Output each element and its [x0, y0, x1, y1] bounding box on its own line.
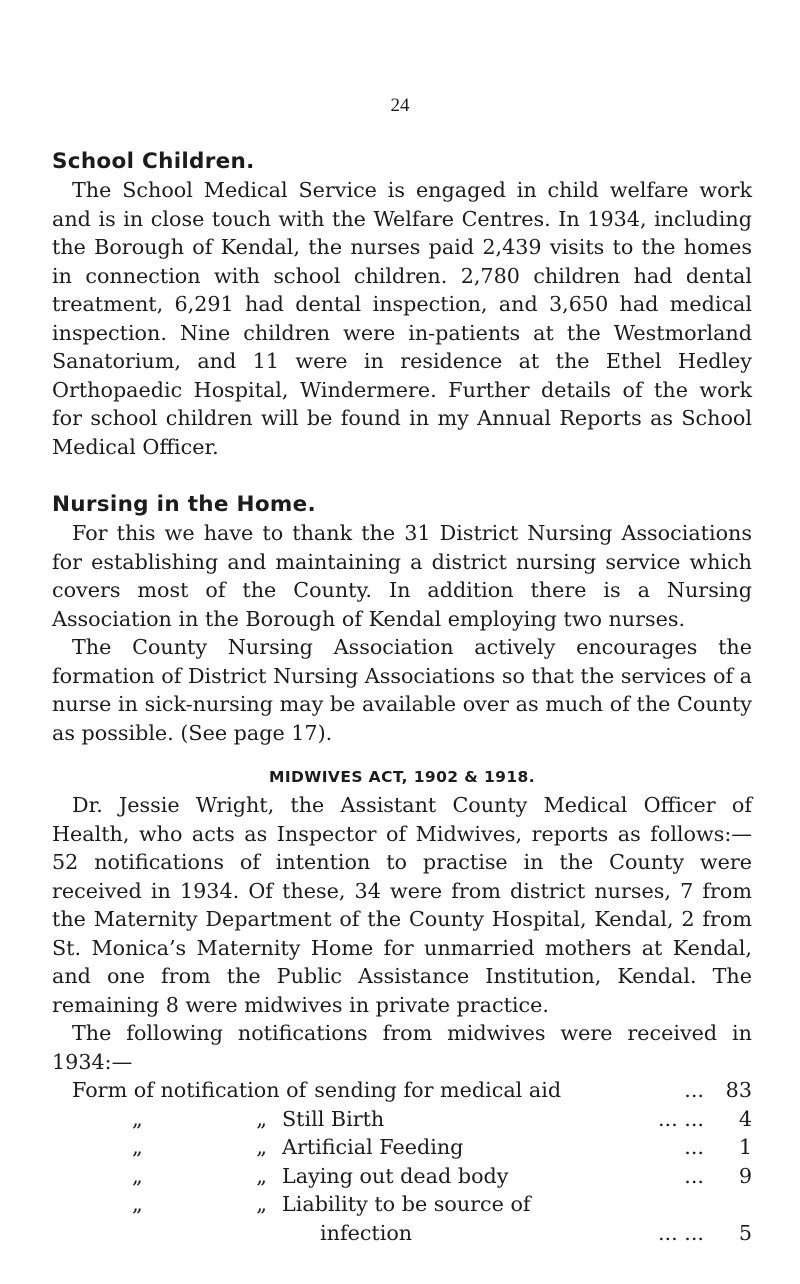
notification-count: 9	[738, 1163, 752, 1188]
notification-label: Artificial Feeding	[282, 1135, 464, 1159]
list-item	[52, 1162, 752, 1191]
section-school-children	[52, 140, 752, 461]
ditto-mark: „	[132, 1106, 144, 1131]
section-heading: Nursing in the Home.	[52, 492, 316, 517]
notification-count: 5	[738, 1220, 752, 1245]
notification-prefix: Form of notification of	[72, 1078, 307, 1102]
notification-label: Liability to be source of	[282, 1192, 531, 1216]
leader-dots: ... ...	[657, 1106, 704, 1131]
section-nursing-in-the-home	[52, 483, 752, 747]
paragraph: Dr. Jessie Wright, the Assistant County Medical Officer of Health, who acts as Inspector of Midwives, reports as follows:—52 notifications of intention to practise in the County were received in 1934. Of these, 34 were from district nurses, 7 from the Maternity Department of the County Hospital, Kendal, 2 from St. Monica’s Maternity Home for unmarried mothers at Kendal, and one from the Public Assistance Institution, Kendal. The remaining 8 were midwives in private practice.	[52, 793, 752, 1017]
paragraph: The School Medical Service is engaged in child welfare work and is in close touch with the Welfare Centres. In 1934, including the Borough of Kendal, the nurses paid 2,439 visits to the homes in connection with school children. 2,780 children had dental treatment, 6,291 had dental inspection, and 3,650 had medical inspection. Nine children were in-patients at the Westmorland Sanatorium, and 11 were in residence at the Ethel Hedley Orthopaedic Hospital, Windermere. Further details of the work for school children will be found in my Annual Reports as School Medical Officer.	[52, 178, 752, 459]
ditto-mark: „	[256, 1106, 268, 1131]
paragraph: The County Nursing Association actively encourages the formation of District Nursing Associations so that the services of a nurse in sick-nursing may be available over as much of the County as possible. (See page 17).	[52, 635, 752, 745]
notification-label: Still Birth	[282, 1106, 385, 1131]
notification-label: Laying out dead body	[282, 1163, 509, 1188]
ditto-mark: „	[132, 1163, 144, 1188]
ditto-mark: „	[256, 1163, 268, 1188]
list-item	[52, 1105, 752, 1134]
section-midwives-act	[52, 755, 752, 1076]
leader-dots: ...	[684, 1135, 704, 1159]
list-item	[52, 1076, 752, 1105]
notification-count: 1	[738, 1135, 752, 1159]
notification-label: sending for medical aid	[314, 1078, 562, 1102]
leader-dots: ...	[684, 1078, 704, 1102]
page-body	[52, 140, 752, 1247]
notification-count: 83	[725, 1078, 752, 1102]
paragraph: For this we have to thank the 31 District Nursing Associations for establishing and maintaining a district nursing service which covers most of the County. In addition there is a Nursing Association in the Borough of Kendal employing two nurses.	[52, 521, 752, 631]
list-item	[52, 1190, 752, 1219]
ditto-mark: „	[132, 1135, 144, 1159]
leader-dots: ... ...	[657, 1220, 704, 1245]
list-item	[52, 1133, 752, 1162]
section-heading: MIDWIVES ACT, 1902 & 1918.	[269, 768, 535, 786]
notification-count: 4	[738, 1106, 752, 1131]
notification-list	[52, 1076, 752, 1247]
leader-dots: ...	[684, 1163, 704, 1188]
section-heading: School Children.	[52, 149, 255, 174]
ditto-mark: „	[132, 1192, 144, 1216]
list-item	[52, 1219, 752, 1248]
ditto-mark: „	[256, 1192, 268, 1216]
paragraph: The following notifications from midwives were received in 1934:—	[52, 1021, 752, 1074]
notification-label: infection	[320, 1220, 413, 1245]
page-number: 24	[390, 95, 410, 116]
ditto-mark: „	[256, 1135, 268, 1159]
